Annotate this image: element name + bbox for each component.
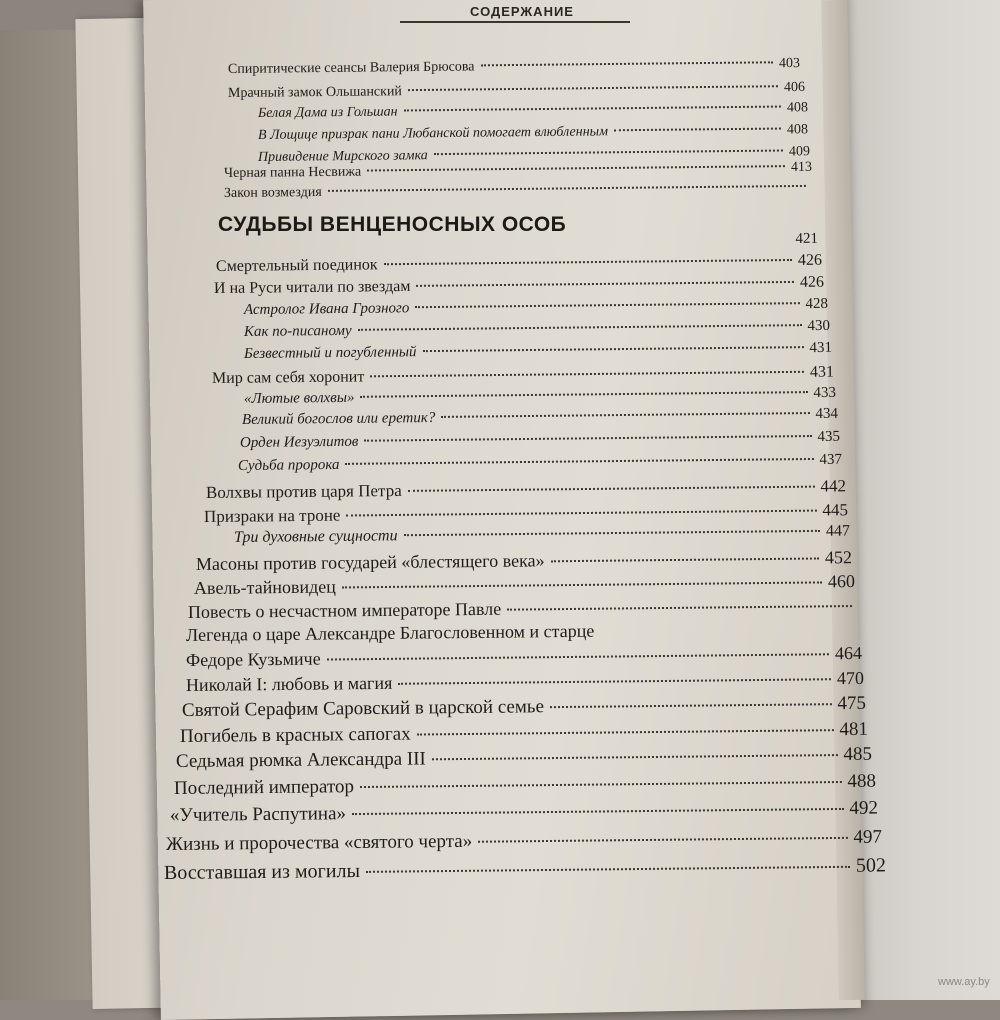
toc-leader-dots	[441, 412, 809, 418]
toc-entry	[244, 296, 828, 319]
toc-entry	[214, 274, 824, 298]
toc-page-number: 460	[827, 571, 856, 592]
toc-page-number: 488	[847, 770, 877, 792]
toc-page-number: 403	[778, 56, 801, 72]
toc-entry-title: Судьба пророка	[237, 456, 340, 474]
toc-leader-dots	[346, 510, 816, 517]
toc-leader-dots	[600, 630, 854, 633]
toc-entry	[258, 100, 808, 122]
toc-entry	[166, 827, 882, 856]
toc-entry-title: Федоре Кузьмиче	[185, 648, 321, 670]
toc-page-number: 421	[795, 230, 819, 247]
toc-entry	[174, 771, 876, 800]
toc-entry-title: Безвестный и погубленный	[243, 344, 417, 362]
toc-leader-dots	[370, 371, 804, 378]
toc-leader-dots	[352, 808, 844, 815]
toc-entry	[212, 363, 834, 388]
toc-page-number: 430	[807, 317, 831, 335]
toc-leader-dots	[507, 605, 852, 611]
toc-entry-title: Привидение Мирского замка	[257, 148, 428, 165]
toc-entry-title: Последний император	[173, 776, 355, 799]
toc-entry-title: Святой Серафим Саровский в царской семье	[181, 696, 545, 721]
toc-entry	[180, 719, 868, 748]
toc-leader-dots	[415, 302, 799, 308]
section-title: СУДЬБЫ ВЕНЦЕНОСНЫХ ОСОБ	[218, 213, 567, 236]
toc-entry	[244, 340, 832, 363]
toc-page-number: 497	[853, 826, 883, 848]
toc-leader-dots	[358, 324, 802, 331]
toc-entry-title: Масоны против государей «блестящего века»	[195, 550, 545, 574]
toc-entry-title: Великий богослов или еретик?	[241, 409, 436, 428]
toc-entry-title: Жизнь и пророчества «святого черта»	[165, 830, 473, 855]
page-header: СОДЕРЖАНИЕ	[470, 4, 574, 19]
toc-entry-title: И на Руси читали по звездам	[213, 277, 411, 297]
toc-leader-dots	[398, 678, 831, 685]
toc-entry	[224, 180, 812, 202]
toc-entry-title: Смертельный поединок	[215, 256, 378, 275]
toc-leader-dots	[360, 391, 807, 398]
toc-page-number: 426	[799, 273, 825, 291]
toc-entry-title: Легенда о царе Александре Благословенном и старце	[185, 620, 595, 645]
toc-entry-title: Волхвы против царя Петра	[205, 480, 402, 502]
toc-page-number: 434	[815, 405, 839, 422]
toc-page-number: 470	[836, 667, 865, 689]
toc-entry-title: Три духовные сущности	[233, 527, 398, 546]
toc-leader-dots	[432, 754, 838, 760]
toc-page-number: 428	[805, 295, 829, 313]
watermark: www.ay.by	[938, 976, 990, 988]
toc-page-number: 408	[786, 100, 809, 116]
toc-leader-dots	[367, 165, 785, 171]
toc-entry-title: Спиритические сеансы Валерия Брюсова	[227, 59, 475, 77]
toc-entry-title: Призраки на троне	[203, 505, 341, 526]
toc-entry-title: Закон возмездия	[223, 184, 322, 201]
toc-entry-title: Авель-тайновидец	[193, 576, 336, 598]
toc-page-number: 431	[809, 339, 833, 357]
toc-leader-dots	[551, 557, 819, 562]
toc-entry-title: Белая Дама из Гольшан	[257, 104, 398, 121]
toc-page-number: 464	[834, 642, 863, 664]
toc-entry	[176, 744, 872, 773]
toc-entry-title: Мир сам себя хоронит	[211, 368, 365, 387]
toc-page-number: 481	[839, 718, 869, 741]
toc-leader-dots	[327, 653, 829, 660]
toc-entry	[194, 571, 855, 599]
toc-leader-dots	[480, 61, 772, 66]
toc-entry	[242, 406, 838, 429]
toc-leader-dots	[342, 581, 822, 588]
toc-entry-title: Николай I: любовь и магия	[185, 672, 393, 695]
toc-page-number: 485	[843, 743, 873, 766]
toc-entry-title: Погибель в красных сапогах	[179, 723, 411, 747]
toc-entry	[228, 80, 805, 102]
toc-leader-dots	[328, 185, 806, 192]
toc-leader-dots	[404, 106, 781, 112]
toc-entry	[240, 429, 840, 452]
toc-entry-title: «Лютые волхвы»	[243, 389, 355, 407]
toc-leader-dots	[404, 530, 820, 536]
toc-page-number: 435	[817, 428, 841, 445]
toc-entry	[258, 122, 808, 144]
toc-page-number: 431	[809, 363, 835, 381]
toc-leader-dots	[384, 259, 792, 265]
toc-page-number: 502	[855, 854, 887, 877]
toc-page-number: 433	[813, 384, 837, 402]
toc-page-number: 413	[790, 159, 813, 176]
toc-entry	[206, 476, 846, 503]
toc-page-number: 492	[849, 797, 879, 819]
toc-leader-dots	[360, 781, 841, 788]
toc-entry-title: Черная панна Несвижа	[223, 164, 362, 181]
toc-entry	[186, 668, 864, 696]
toc-page-number: 437	[819, 451, 843, 468]
toc-entry-title: Орден Иезуэлитов	[239, 433, 359, 451]
toc-page-number: 447	[825, 522, 851, 540]
toc-leader-dots	[408, 85, 778, 91]
toc-leader-dots	[228, 239, 789, 245]
toc-entry-title: «Учитель Распутина»	[169, 803, 347, 826]
toc-entry	[170, 798, 878, 827]
toc-entry	[244, 318, 830, 341]
toc-page-number: 426	[797, 251, 823, 269]
toc-leader-dots	[550, 703, 831, 708]
toc-page-number: 475	[837, 692, 867, 715]
toc-entry	[182, 693, 866, 722]
toc-entry	[244, 385, 836, 408]
toc-entry	[234, 523, 850, 547]
toc-entry-title: Повесть о несчастном императоре Павле	[187, 598, 502, 622]
toc-leader-dots	[434, 150, 783, 156]
toc-entry	[228, 56, 800, 78]
toc-entry-title: Астролог Ивана Грозного	[243, 300, 410, 318]
toc-leader-dots	[478, 837, 847, 843]
toc-leader-dots	[345, 458, 813, 465]
toc-leader-dots	[364, 435, 811, 442]
toc-entry	[164, 854, 886, 885]
toc-entry	[196, 547, 852, 575]
toc-page-number: 408	[786, 122, 809, 138]
toc-entry	[222, 231, 818, 254]
toc-page-number: 452	[824, 547, 853, 568]
toc-page-number: 409	[788, 144, 811, 160]
toc-leader-dots	[422, 346, 803, 352]
toc-entry-title: Мрачный замок Ольшанский	[227, 84, 402, 101]
toc-entry	[238, 452, 842, 475]
toc-entry-title: Седьмая рюмка Александра III	[175, 748, 426, 772]
toc-leader-dots	[417, 729, 834, 735]
toc-leader-dots	[614, 128, 781, 132]
toc-leader-dots	[416, 281, 794, 287]
toc-entry	[186, 643, 862, 671]
toc-entry-title: Восставшая из могилы	[163, 859, 361, 884]
toc-entry-title: Как по-писаному	[243, 322, 352, 340]
toc-leader-dots	[366, 866, 850, 873]
toc-leader-dots	[408, 486, 815, 492]
toc-page-number: 442	[820, 476, 847, 496]
toc-page-number: 445	[822, 500, 849, 520]
toc-entry	[216, 252, 822, 276]
toc-entry	[186, 618, 860, 646]
toc-entry-title: В Лощице призрак пани Любанской помогает влюбленным	[257, 124, 609, 143]
toc-page-number: 406	[783, 79, 806, 96]
